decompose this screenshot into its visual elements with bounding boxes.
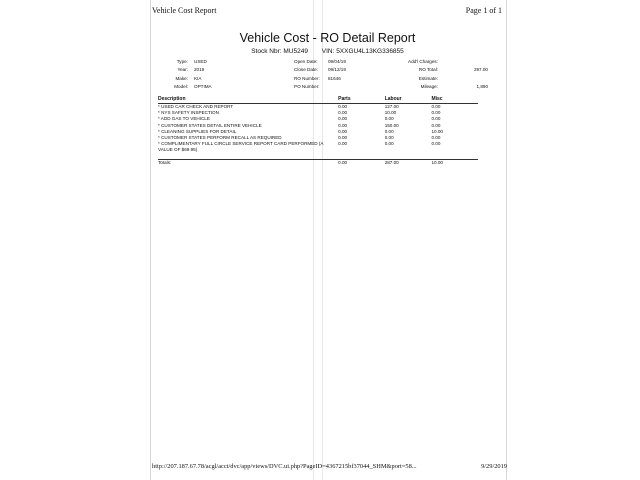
cell-parts: 0.00 <box>338 141 348 147</box>
cell-parts: 0.00 <box>338 110 348 116</box>
stock-number: Stock Nbr: MU5249 <box>251 48 308 55</box>
info-value: 81646 <box>328 75 341 81</box>
cell-misc: 0.00 <box>431 110 441 116</box>
info-row <box>262 75 346 83</box>
info-label: Make: <box>175 75 188 81</box>
info-row <box>158 58 212 66</box>
info-row <box>390 58 488 66</box>
cell-description: * CUSTOMER STATES PERFORM RECALL AS REQUIRED <box>158 135 282 141</box>
cell-misc: 0.00 <box>431 116 441 122</box>
info-row <box>158 83 212 91</box>
table-header-row <box>158 96 478 104</box>
page-header-title: Vehicle Cost Report <box>152 6 217 15</box>
cell-misc: 10.00 <box>431 128 443 134</box>
column-header-misc: Misc <box>431 96 478 104</box>
cell-description: * CLEANING SUPPLIES FOR DETAIL <box>158 128 237 134</box>
cell-labour: 0.00 <box>384 135 394 141</box>
info-value: 09/12/19 <box>328 67 346 73</box>
info-value: 2019 <box>194 67 205 73</box>
column-header-description: Description <box>158 96 338 104</box>
column-header-parts: Parts <box>338 96 385 104</box>
total-misc: 10.00 <box>431 159 478 166</box>
info-label: RO Number: <box>294 75 320 81</box>
cell-description: * CUSTOMER STATES DETAIL ENTIRE VEHICLE <box>158 122 262 128</box>
info-label: PO Number: <box>294 84 320 90</box>
report-title: Vehicle Cost - RO Detail Report <box>239 31 416 45</box>
info-label: Model: <box>174 84 188 90</box>
info-row <box>262 83 346 91</box>
vehicle-info <box>158 58 212 92</box>
total-labour: 287.00 <box>385 159 432 166</box>
right-margin <box>490 0 640 480</box>
cell-description: * ADD GAS TO VEHICLE <box>158 116 210 122</box>
info-value: 1,890 <box>476 84 488 90</box>
total-parts: 0.00 <box>338 159 385 166</box>
info-row <box>390 83 488 91</box>
info-label: Estimate: <box>418 75 438 81</box>
column-header-labour: Labour <box>385 96 432 104</box>
cell-parts: 0.00 <box>338 122 348 128</box>
table-row <box>158 104 478 111</box>
cell-misc: 0.00 <box>431 141 441 147</box>
cell-parts: 0.00 <box>338 128 348 134</box>
table-row <box>158 141 478 153</box>
cell-labour: 0.00 <box>384 116 394 122</box>
info-row <box>262 58 346 66</box>
page-footer <box>152 463 507 470</box>
cell-parts: 0.00 <box>338 135 348 141</box>
info-label: RO Total: <box>418 67 438 73</box>
cost-detail-table <box>158 96 478 166</box>
info-value: USED <box>194 59 207 64</box>
cell-misc: 0.00 <box>431 122 441 128</box>
cell-labour: 10.00 <box>384 110 397 116</box>
cell-labour: 0.00 <box>384 128 394 134</box>
ro-info <box>262 58 346 92</box>
info-value: 297.00 <box>473 67 488 73</box>
info-label: Open Date: <box>294 59 318 64</box>
info-label: Add'l Charges: <box>408 59 438 64</box>
info-row <box>390 66 488 74</box>
charges-info <box>390 58 488 92</box>
cell-parts: 0.00 <box>338 104 348 109</box>
info-value <box>444 58 488 66</box>
info-row <box>262 66 346 74</box>
cell-description: * USED CAR CHECK AND REPORT <box>158 104 234 109</box>
info-value <box>444 75 488 83</box>
totals-label: Totals: <box>158 159 338 166</box>
info-row <box>158 75 212 83</box>
page-number: Page 1 of 1 <box>465 6 502 15</box>
info-label: Year: <box>177 67 188 73</box>
info-label: Mileage: <box>420 84 438 90</box>
info-label: Close Date: <box>294 67 319 73</box>
cell-labour: 150.00 <box>384 122 399 128</box>
stock-vin-line <box>150 48 505 55</box>
info-label: Type: <box>176 59 188 64</box>
info-row <box>390 75 488 83</box>
footer-date: 9/29/2019 <box>481 463 507 470</box>
cell-description: * NYS SAFETY INSPECTION <box>158 110 219 116</box>
cell-misc: 0.00 <box>431 104 441 109</box>
left-margin <box>0 0 150 480</box>
totals-row <box>158 159 478 166</box>
info-value: OPTIMA <box>194 84 212 90</box>
cell-labour: 127.00 <box>384 104 399 109</box>
info-value: KIA <box>194 75 202 81</box>
info-value <box>324 83 328 91</box>
cell-labour: 0.00 <box>384 141 394 147</box>
info-value: 09/04/19 <box>328 59 346 64</box>
info-row <box>158 66 212 74</box>
cell-misc: 0.00 <box>431 135 441 141</box>
cell-description: * COMPLIMENTARY FULL CIRCLE SERVICE REPORT CARD PERFORMED (A VALUE OF $69.95) <box>158 141 324 153</box>
vin: VIN: 5XXGU4L13KG336855 <box>321 48 404 55</box>
cell-parts: 0.00 <box>338 116 348 122</box>
footer-url: http://207.187.67.78/acgl/acct/dvc/app/views/DVC.ui.php?PageID=4367215bf37044_SHM&port=58... <box>152 463 417 470</box>
